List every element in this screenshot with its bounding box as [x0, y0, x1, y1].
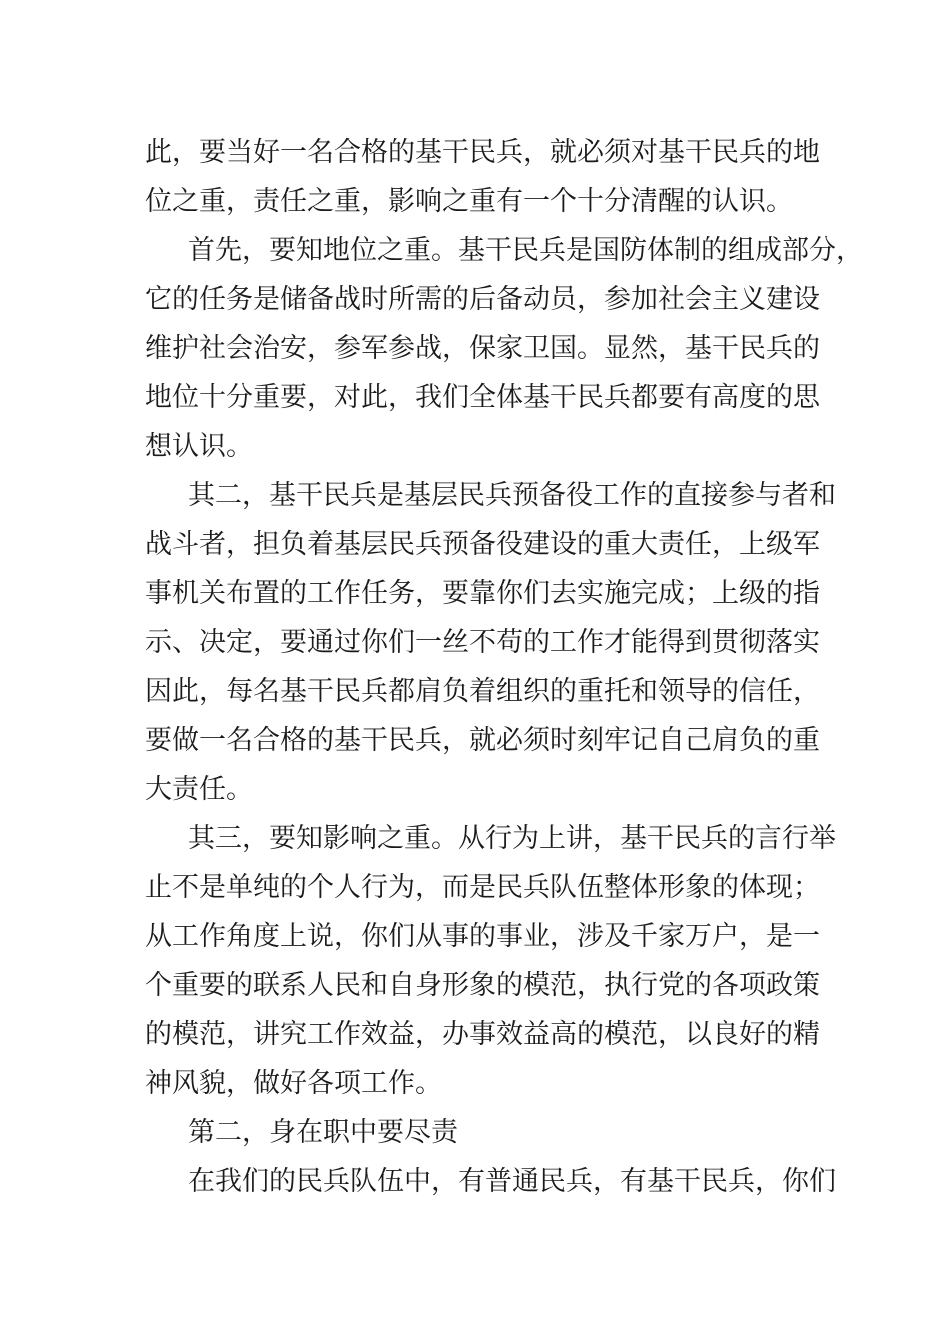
text-line: 止不是单纯的个人行为，而是民兵队伍整体形象的体现；	[145, 872, 820, 903]
paragraph-first-line: 在我们的民兵队伍中，有普通民兵，有基干民兵，你们	[188, 1166, 836, 1197]
text-line: 此，要当好一名合格的基干民兵，就必须对基干民兵的地	[145, 137, 820, 168]
text-line: 个重要的联系人民和自身形象的模范，执行党的各项政策	[145, 970, 820, 1001]
text-line: 地位十分重要，对此，我们全体基干民兵都要有高度的思	[145, 382, 820, 413]
paragraph-first-line: 其三，要知影响之重。从行为上讲，基干民兵的言行举	[188, 823, 836, 854]
text-line: 它的任务是储备战时所需的后备动员，参加社会主义建设	[145, 284, 820, 315]
text-line: 维护社会治安，参军参战，保家卫国。显然，基干民兵的	[145, 333, 820, 364]
text-line: 大责任。	[145, 774, 253, 805]
paragraph-first-line: 其二，基干民兵是基层民兵预备役工作的直接参与者和	[188, 480, 836, 511]
text-line: 要做一名合格的基干民兵，就必须时刻牢记自己肩负的重	[145, 725, 820, 756]
text-line: 的模范，讲究工作效益，办事效益高的模范，以良好的精	[145, 1019, 820, 1050]
text-line: 神风貌，做好各项工作。	[145, 1068, 442, 1099]
text-line: 从工作角度上说，你们从事的事业，涉及千家万户，是一	[145, 921, 820, 952]
text-line: 战斗者，担负着基层民兵预备役建设的重大责任，上级军	[145, 529, 820, 560]
document-body	[145, 128, 863, 1206]
text-line: 示、决定，要通过你们一丝不苟的工作才能得到贯彻落实	[145, 627, 820, 658]
text-line: 事机关布置的工作任务，要靠你们去实施完成；上级的指	[145, 578, 820, 609]
paragraph-first-line: 首先，要知地位之重。基干民兵是国防体制的组成部分，	[188, 235, 863, 266]
text-line: 位之重，责任之重，影响之重有一个十分清醒的认识。	[145, 186, 793, 217]
text-line: 想认识。	[145, 431, 253, 462]
text-line: 因此，每名基干民兵都肩负着组织的重托和领导的信任，	[145, 676, 820, 707]
section-heading: 第二，身在职中要尽责	[188, 1117, 458, 1148]
